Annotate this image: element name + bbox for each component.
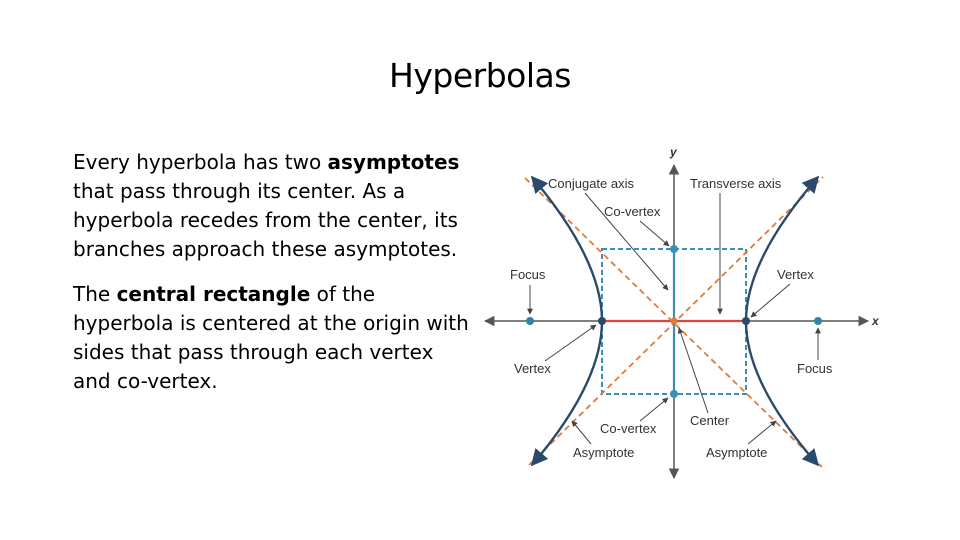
- vertex-point-right: [742, 317, 750, 325]
- text-run: of the hyperbola is centered at the origin with sides that pass through each vertex and co-vertex.: [73, 282, 469, 393]
- co-vertex-point-top: [670, 245, 678, 253]
- text-run: The: [73, 282, 117, 306]
- label-focus-right: Focus: [797, 361, 833, 376]
- focus-point-right: [814, 317, 822, 325]
- vertex-point-left: [598, 317, 606, 325]
- arrow-vertex-right: [751, 284, 790, 317]
- slide-title: Hyperbolas: [389, 56, 571, 95]
- label-co-vertex-bottom: Co-vertex: [600, 421, 657, 436]
- arrow-asymptote-right: [748, 421, 776, 444]
- label-co-vertex-top: Co-vertex: [604, 204, 661, 219]
- label-focus-left: Focus: [510, 267, 546, 282]
- label-vertex-right: Vertex: [777, 267, 814, 282]
- label-conjugate-axis: Conjugate axis: [548, 176, 634, 191]
- arrow-vertex-left: [545, 325, 596, 361]
- arrow-co-vertex-bottom: [640, 398, 668, 421]
- co-vertex-point-bottom: [670, 390, 678, 398]
- center-point: [671, 318, 678, 325]
- focus-point-left: [526, 317, 534, 325]
- text-run: Every hyperbola has two: [73, 150, 328, 174]
- term-asymptotes: asymptotes: [327, 150, 460, 174]
- label-center: Center: [690, 413, 730, 428]
- text-run: that pass through its center. As a hyperbola recedes from the center, its branches approach these asymptotes.: [73, 179, 458, 261]
- label-asymptote-left: Asymptote: [573, 445, 635, 460]
- label-asymptote-right: Asymptote: [706, 445, 768, 460]
- y-axis-label: y: [670, 145, 677, 159]
- label-transverse-axis: Transverse axis: [690, 176, 782, 191]
- term-central-rectangle: central rectangle: [116, 282, 311, 306]
- arrow-asymptote-left: [572, 421, 591, 444]
- arrow-co-vertex-top: [640, 221, 669, 246]
- label-vertex-left: Vertex: [514, 361, 551, 376]
- x-axis-label: x: [872, 314, 879, 328]
